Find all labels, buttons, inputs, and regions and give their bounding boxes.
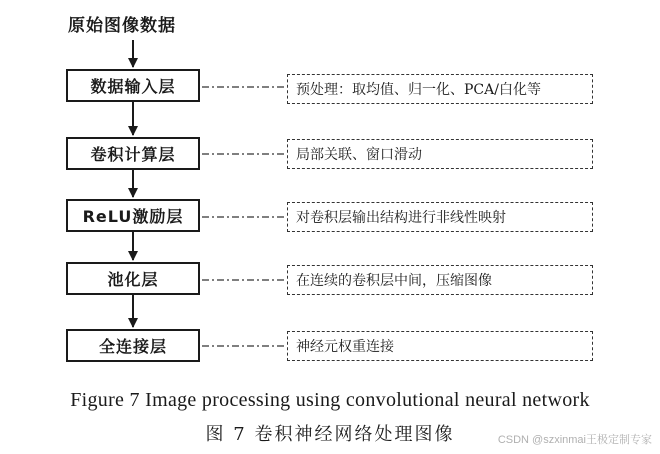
desc-box-data-input: 预处理：取均值、归一化、PCA/白化等 <box>287 74 593 104</box>
figure-caption-chinese: 图 7 卷积神经网络处理图像 <box>205 424 455 445</box>
desc-box-fully-connected: 神经元权重连接 <box>287 331 593 361</box>
desc-box-pooling: 在连续的卷积层中间，压缩图像 <box>287 265 593 295</box>
figure-caption-english: Figure 7 Image processing using convolutional neural network <box>70 389 590 411</box>
layer-box-data-input: 数据输入层 <box>66 69 200 102</box>
watermark: CSDN @szxinmai王极定制专家 <box>497 434 652 446</box>
desc-box-convolution: 局部关联、窗口滑动 <box>287 139 593 169</box>
layer-box-relu: ReLU激励层 <box>66 199 200 232</box>
layer-box-convolution: 卷积计算层 <box>66 137 200 170</box>
desc-box-relu: 对卷积层输出结构进行非线性映射 <box>287 202 593 232</box>
layer-box-pooling: 池化层 <box>66 262 200 295</box>
input-data-title: 原始图像数据 <box>68 16 176 36</box>
layer-box-fully-connected: 全连接层 <box>66 329 200 362</box>
